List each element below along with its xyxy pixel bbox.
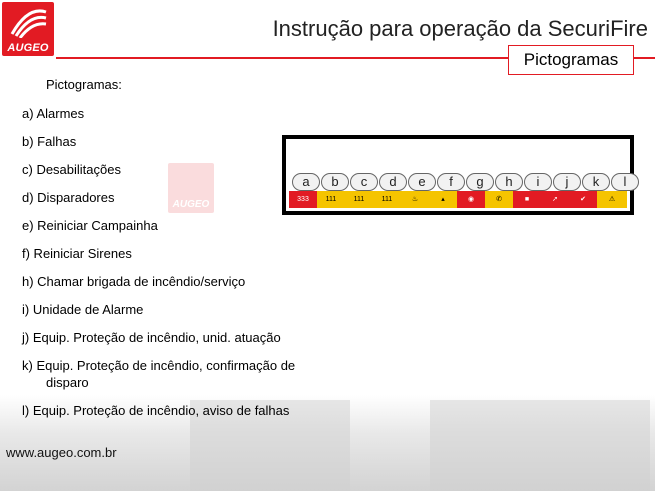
pictogram-list bbox=[22, 105, 295, 419]
list-item: f) Reiniciar Sirenes bbox=[22, 246, 132, 261]
pictogram-letter: k bbox=[582, 173, 610, 191]
pictogram-letter: f bbox=[437, 173, 465, 191]
alarm-counter-cell: 333 bbox=[289, 191, 317, 208]
pictogram-letter: b bbox=[321, 173, 349, 191]
pictogram-letter: i bbox=[524, 173, 552, 191]
reset-bell-icon: ♨ bbox=[401, 191, 429, 208]
pictogram-letter: h bbox=[495, 173, 523, 191]
list-item: b) Falhas bbox=[22, 134, 77, 149]
section-subtitle: Pictogramas: bbox=[46, 77, 122, 92]
pictogram-strip bbox=[289, 191, 627, 208]
pictogram-letter: a bbox=[292, 173, 320, 191]
pictogram-letter: l bbox=[611, 173, 639, 191]
list-item: d) Disparadores bbox=[22, 190, 115, 205]
background-building bbox=[430, 400, 650, 491]
disable-counter-cell: 111 bbox=[345, 191, 373, 208]
pictogram-letter: j bbox=[553, 173, 581, 191]
list-item: e) Reiniciar Campainha bbox=[22, 218, 158, 233]
pictogram-letter: g bbox=[466, 173, 494, 191]
section-badge: Pictogramas bbox=[508, 45, 634, 75]
augeo-logo bbox=[2, 2, 54, 56]
pictogram-panel bbox=[282, 135, 634, 215]
pictogram-letter: d bbox=[379, 173, 407, 191]
list-item: a) Alarmes bbox=[22, 106, 85, 121]
list-item: c) Desabilitações bbox=[22, 162, 121, 177]
page-title: Instrução para operação da SecuriFire bbox=[272, 16, 648, 41]
logo-swoosh-icon bbox=[8, 4, 48, 38]
list-item: k) Equip. Proteção de incêndio, confirmação de bbox=[22, 358, 296, 373]
fault-warning-icon: ⚠ bbox=[597, 191, 627, 208]
actuation-unit-icon: ➚ bbox=[541, 191, 569, 208]
list-item-continuation: disparo bbox=[46, 375, 89, 390]
fault-counter-cell: 111 bbox=[317, 191, 345, 208]
list-item: j) Equip. Proteção de incêndio, unid. atuação bbox=[22, 330, 281, 345]
siren-icon: ◉ bbox=[457, 191, 485, 208]
watermark-logo-text: AUGEO bbox=[172, 199, 210, 210]
pictogram-letters bbox=[292, 173, 640, 191]
confirmation-icon: ✔ bbox=[569, 191, 597, 208]
pictogram-panel-body bbox=[286, 139, 630, 211]
pictogram-letter: c bbox=[350, 173, 378, 191]
list-item: h) Chamar brigada de incêndio/serviço bbox=[22, 274, 246, 289]
trigger-counter-cell: 111 bbox=[373, 191, 401, 208]
reset-siren-icon: ▴ bbox=[429, 191, 457, 208]
pictogram-letter: e bbox=[408, 173, 436, 191]
alarm-unit-icon: ■ bbox=[513, 191, 541, 208]
call-service-icon: ✆ bbox=[485, 191, 513, 208]
logo-text: AUGEO bbox=[7, 42, 49, 54]
list-item: i) Unidade de Alarme bbox=[22, 302, 144, 317]
footer-url: www.augeo.com.br bbox=[6, 445, 117, 460]
list-item: l) Equip. Proteção de incêndio, aviso de falhas bbox=[22, 403, 290, 418]
